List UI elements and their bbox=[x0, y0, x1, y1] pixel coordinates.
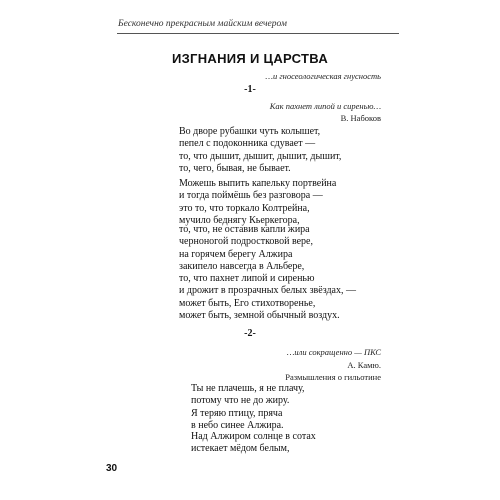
page-number: 30 bbox=[106, 463, 118, 474]
verse-line: может быть, Его стихотворенье, bbox=[179, 297, 316, 309]
section-number-2: -2- bbox=[244, 328, 256, 339]
verse-line: Над Алжиром солнце в сотах bbox=[191, 431, 316, 442]
section-number-1: -1- bbox=[244, 84, 256, 95]
stanza bbox=[179, 178, 336, 228]
verse-line: Можешь выпить капельку портвейна bbox=[179, 178, 337, 189]
verse-line: Во дворе рубашки чуть колышет, bbox=[179, 126, 321, 137]
verse-line: и дрожит в прозрачных белых звёздах, — bbox=[179, 285, 356, 297]
verse-line: пепел с подоконника сдувает — bbox=[179, 138, 316, 150]
verse-line: Ты не плачешь, я не плачу, bbox=[191, 383, 305, 394]
verse-line: то, что дышит, дышит, дышит, дышит, bbox=[179, 150, 342, 162]
header-epigraph: …и гносеологическая гнусность bbox=[265, 71, 381, 81]
verse-line: мучило беднягу Кьеркегора, bbox=[179, 215, 300, 227]
stanza bbox=[191, 383, 305, 433]
header-rule bbox=[117, 33, 399, 34]
stanza bbox=[179, 273, 356, 323]
verse-line: потому что не до жиру. bbox=[191, 395, 290, 407]
stanza bbox=[179, 126, 341, 176]
verse-line: Я теряю птицу, пряча bbox=[191, 407, 283, 419]
verse-line: может быть, земной обычный воздух. bbox=[179, 310, 340, 322]
verse-line: истекает мёдом белым, bbox=[191, 443, 290, 455]
section2-epigraph-work: Размышления о гильотине bbox=[285, 372, 381, 382]
section2-epigraph: …или сокращенно — ПКС bbox=[286, 347, 381, 357]
stanza bbox=[191, 431, 316, 456]
section1-epigraph: Как пахнет липой и сиренью… bbox=[269, 101, 381, 111]
verse-line: и тогда поймёшь без разговора — bbox=[179, 190, 323, 202]
section1-epigraph-author: В. Набоков bbox=[340, 113, 381, 123]
verse-line: на горячем берегу Алжира bbox=[179, 248, 293, 260]
chapter-title: ИЗГНАНИЯ И ЦАРСТВА bbox=[171, 51, 329, 66]
verse-line: это то, что торкало Колтрейна, bbox=[179, 202, 310, 214]
verse-line: то, чего, бывая, не бывает. bbox=[179, 163, 291, 175]
verse-line: то, что пахнет липой и сиренью bbox=[179, 273, 315, 284]
section2-epigraph-author: А. Камю. bbox=[347, 360, 381, 370]
verse-line: в небо синее Алжира. bbox=[191, 420, 284, 432]
running-head: Бесконечно прекрасным майским вечером bbox=[118, 19, 287, 29]
verse-line: то, что, не оставив капли жира bbox=[179, 224, 310, 235]
verse-line: закипело навсегда в Альбере, bbox=[179, 261, 305, 273]
stanza bbox=[179, 224, 313, 274]
verse-line: черноногой подростковой вере, bbox=[179, 236, 313, 248]
